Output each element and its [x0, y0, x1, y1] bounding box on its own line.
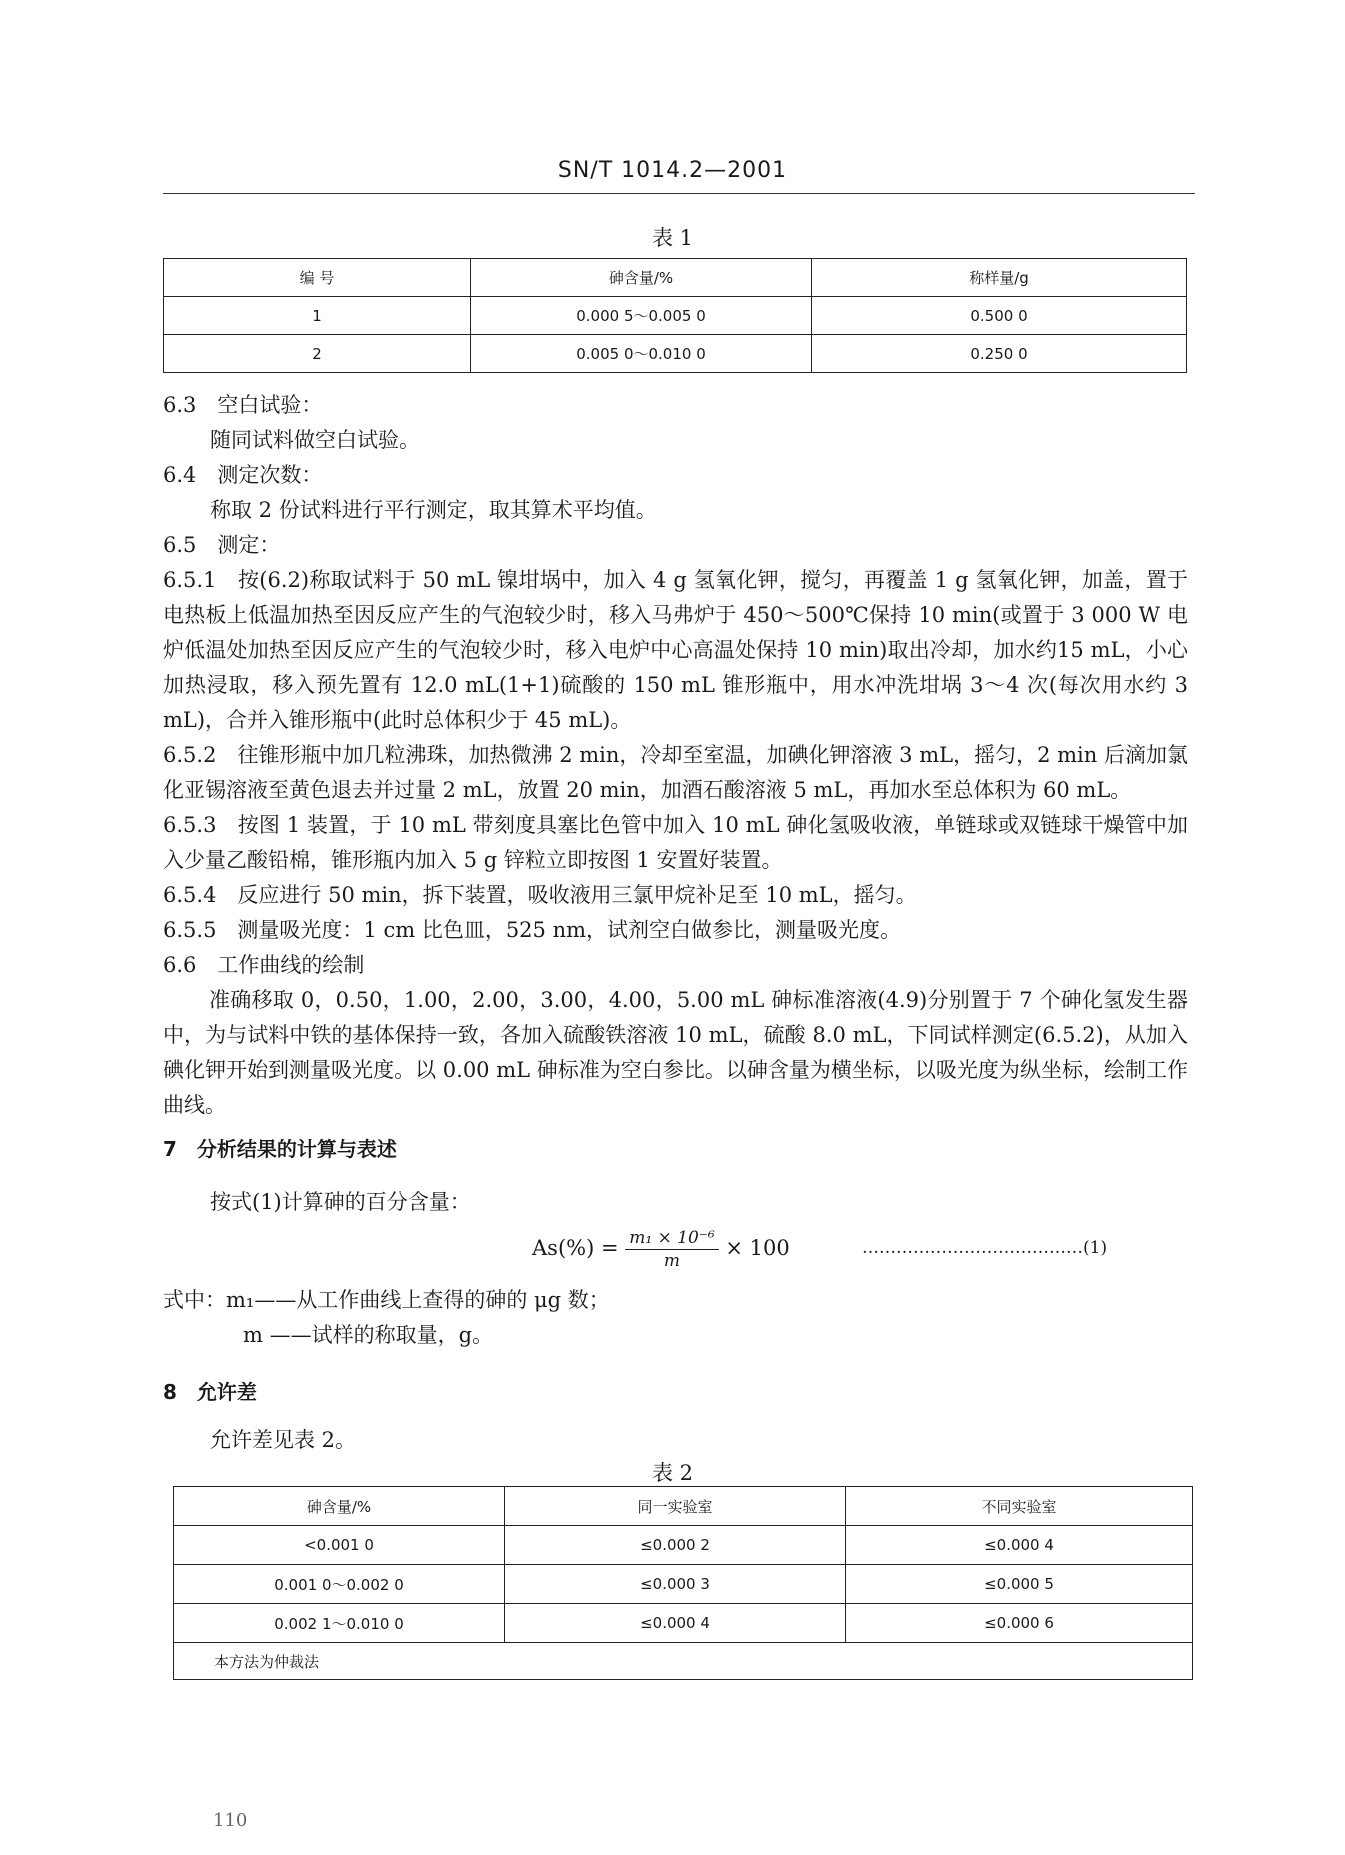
table-note-row	[174, 1643, 1193, 1680]
section-6-6-body: 准确移取 0，0.50，1.00，2.00，3.00，4.00，5.00 mL 砷标准溶液(4.9)分别置于 7 个砷化氢发生器中，为与试料中铁的基体保持一致，各加入硫酸铁溶液 10 mL，硫酸 8.0 mL，下同试样测定(6.5.2)，从加入碘化钾开始到测量吸光度。以 0.00 mL 砷标准为空白参比。以砷含量为横坐标，以吸光度为纵坐标，绘制工作曲线。	[163, 988, 1188, 1117]
table-cell: 0.005 0～0.010 0	[471, 335, 812, 373]
table-cell: 0.250 0	[812, 335, 1187, 373]
table-cell: 2	[164, 335, 471, 373]
section-6-3-body: 随同试料做空白试验。	[210, 428, 420, 452]
section-8-body: 允许差见表 2。	[210, 1428, 357, 1452]
section-6-5-4: 6.5.4 反应进行 50 min，拆下装置，吸收液用三氯甲烷补足至 10 mL，摇匀。	[163, 883, 917, 907]
table-header-cell: 同一实验室	[505, 1487, 846, 1526]
table-header-cell: 不同实验室	[846, 1487, 1193, 1526]
section-6-5-1: 6.5.1 按(6.2)称取试料于 50 mL 镍坩埚中，加入 4 g 氢氧化钾，搅匀，再覆盖 1 g 氢氧化钾，加盖，置于电热板上低温加热至因反应产生的气泡较少时，移入马弗炉于 450～500℃保持 10 min(或置于 3 000 W 电炉低温处加热至因反应产生的气泡较少时，移入电炉中心高温处保持 10 min)取出冷却，加水约15 mL，小心加热浸取，移入预先置有 12.0 mL(1+1)硫酸的 150 mL 锥形瓶中，用水冲洗坩埚 3～4 次(每次用水约 3 mL)，合并入锥形瓶中(此时总体积少于 45 mL)。	[163, 568, 1188, 732]
table-cell: 0.000 5～0.005 0	[471, 297, 812, 335]
table2-caption: 表 2	[651, 1461, 694, 1485]
table-cell: <0.001 0	[174, 1526, 505, 1565]
section-6-5-5: 6.5.5 测量吸光度：1 cm 比色皿，525 nm，试剂空白做参比，测量吸光度。	[163, 918, 902, 942]
table-cell: ≤0.000 4	[846, 1526, 1193, 1565]
table-header-cell: 编 号	[164, 259, 471, 297]
table-cell: ≤0.000 3	[505, 1565, 846, 1604]
section-6-3-title: 6.3 空白试验：	[163, 393, 323, 417]
section-6-5-2: 6.5.2 往锥形瓶中加几粒沸珠，加热微沸 2 min，冷却至室温，加碘化钾溶液 3 mL，摇匀，2 min 后滴加氯化亚锡溶液至黄色退去并过量 2 mL，放置 20 min，加酒石酸溶液 5 mL，再加水至总体积为 60 mL。	[163, 743, 1188, 802]
table-row	[174, 1565, 1193, 1604]
header-rule	[163, 193, 1195, 194]
formula-where-m: m ——试样的称取量，g。	[243, 1323, 494, 1347]
table-cell: ≤0.000 4	[505, 1604, 846, 1643]
table-note: 本方法为仲裁法	[174, 1643, 1193, 1680]
table-header-row	[174, 1487, 1193, 1526]
table-header-cell: 砷含量/%	[471, 259, 812, 297]
section-6-5-3: 6.5.3 按图 1 装置，于 10 mL 带刻度具塞比色管中加入 10 mL 砷化氢吸收液，单链球或双链球干燥管中加入少量乙酸铅棉，锥形瓶内加入 5 g 锌粒立即按图 1 安置好装置。	[163, 813, 1188, 872]
formula-reference: …………………………………(1)	[862, 1238, 1108, 1258]
table1	[163, 258, 1187, 373]
formula-left: As(%) =	[532, 1236, 619, 1260]
section-6-4-body: 称取 2 份试料进行平行测定，取其算术平均值。	[210, 498, 657, 522]
table-row	[174, 1604, 1193, 1643]
formula-where-m1: 式中：m₁——从工作曲线上查得的砷的 μg 数；	[163, 1288, 610, 1312]
formula-denominator: m	[663, 1251, 681, 1271]
page-number: 110	[213, 1810, 248, 1831]
section-7-title: 7 分析结果的计算与表述	[163, 1137, 397, 1161]
table1-caption: 表 1	[651, 226, 694, 250]
table-cell: ≤0.000 2	[505, 1526, 846, 1565]
table-cell: 0.001 0～0.002 0	[174, 1565, 505, 1604]
document-header: SN/T 1014.2—2001	[557, 158, 788, 183]
table-row	[174, 1526, 1193, 1565]
table-header-row	[164, 259, 1187, 297]
table-cell: 0.500 0	[812, 297, 1187, 335]
formula-1	[532, 1227, 790, 1272]
section-6-4-title: 6.4 测定次数：	[163, 463, 323, 487]
formula-fraction	[625, 1227, 718, 1272]
table2	[173, 1486, 1193, 1680]
table-cell: ≤0.000 6	[846, 1604, 1193, 1643]
section-7-intro: 按式(1)计算砷的百分含量：	[210, 1190, 471, 1214]
section-8-title: 8 允许差	[163, 1380, 257, 1404]
formula-right: × 100	[725, 1236, 790, 1260]
table-header-cell: 称样量/g	[812, 259, 1187, 297]
table-cell: 0.002 1～0.010 0	[174, 1604, 505, 1643]
table-cell: ≤0.000 5	[846, 1565, 1193, 1604]
table-row	[164, 335, 1187, 373]
section-6-5-title: 6.5 测定：	[163, 533, 281, 557]
table-header-cell: 砷含量/%	[174, 1487, 505, 1526]
formula-numerator: m₁ × 10⁻⁶	[625, 1227, 718, 1250]
table-cell: 1	[164, 297, 471, 335]
section-6-6-title: 6.6 工作曲线的绘制	[163, 953, 365, 977]
table-row	[164, 297, 1187, 335]
